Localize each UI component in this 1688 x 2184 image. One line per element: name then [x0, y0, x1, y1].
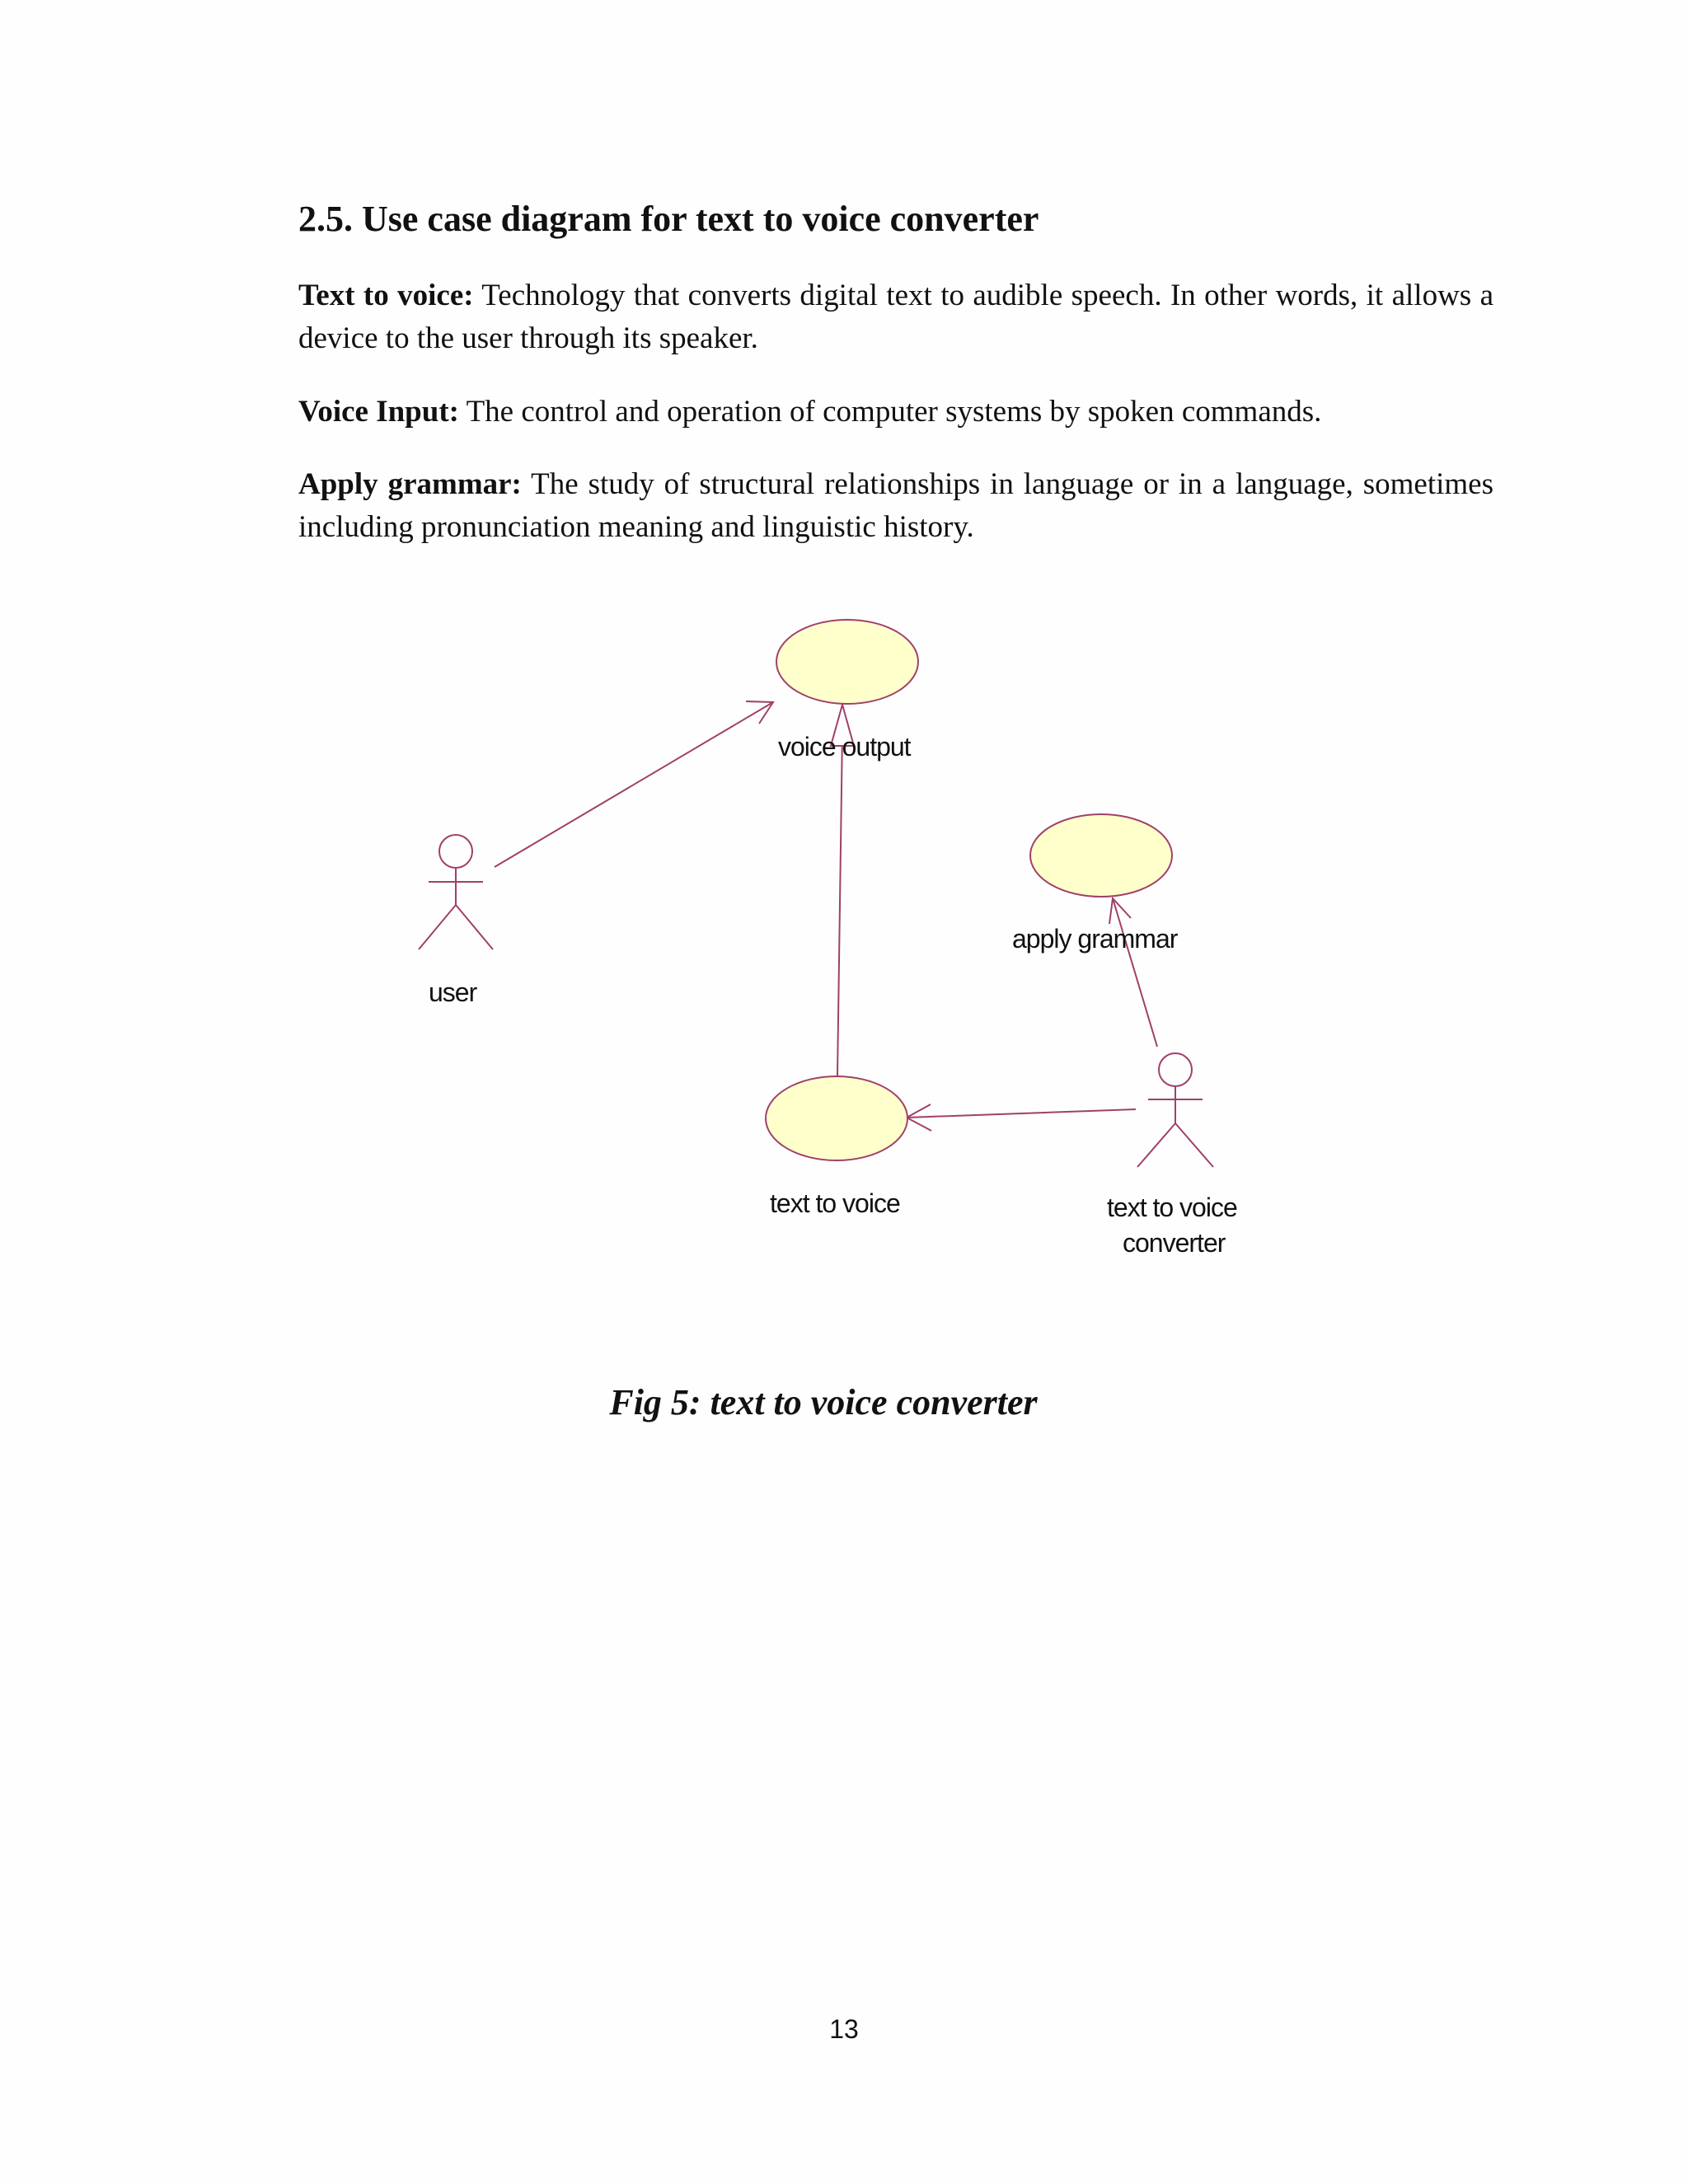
definition-body: The study of structural relationships in language or in a language, sometimes including pronunciation meaning and linguistic history. [298, 467, 1493, 544]
actor-user[interactable] [419, 835, 493, 949]
definition-term: Voice Input: [298, 395, 459, 429]
figure-caption: Fig 5: text to voice converter [609, 1382, 1038, 1422]
definition-body: Technology that converts digital text to audible speech. In other words, it allows a device to the user through its speaker. [298, 279, 1493, 355]
generalization-text-to-voice-voice-output [837, 732, 842, 1076]
open-arrowhead [1109, 898, 1131, 924]
label-text-to-voice: text to voice [770, 1188, 900, 1218]
use-case-apply-grammar[interactable] [1030, 814, 1172, 897]
label-user: user [429, 977, 477, 1007]
definition-text-to-voice [298, 274, 1493, 360]
definition-apply-grammar [298, 463, 1493, 549]
actor-text-to-voice-converter[interactable] [1137, 1053, 1213, 1167]
definition-body: The control and operation of computer systems by spoken commands. [458, 395, 1322, 429]
label-converter-line1: text to voice [1107, 1193, 1237, 1222]
use-case-voice-output[interactable] [776, 620, 918, 704]
section-heading: 2.5. Use case diagram for text to voice converter [298, 199, 1039, 239]
use-case-text-to-voice[interactable] [766, 1076, 907, 1160]
definition-term: Text to voice: [298, 279, 474, 312]
definition-voice-input [298, 391, 1493, 434]
label-voice-output: voice output [778, 732, 911, 762]
label-converter-line2: converter [1123, 1228, 1226, 1258]
association-converter-text-to-voice [907, 1109, 1136, 1118]
association-converter-apply-grammar [1113, 898, 1157, 1047]
page-number: 13 [829, 2014, 859, 2044]
definition-term: Apply grammar: [298, 467, 522, 501]
association-user-voice-output [495, 702, 773, 867]
label-apply-grammar: apply grammar [1012, 924, 1178, 954]
